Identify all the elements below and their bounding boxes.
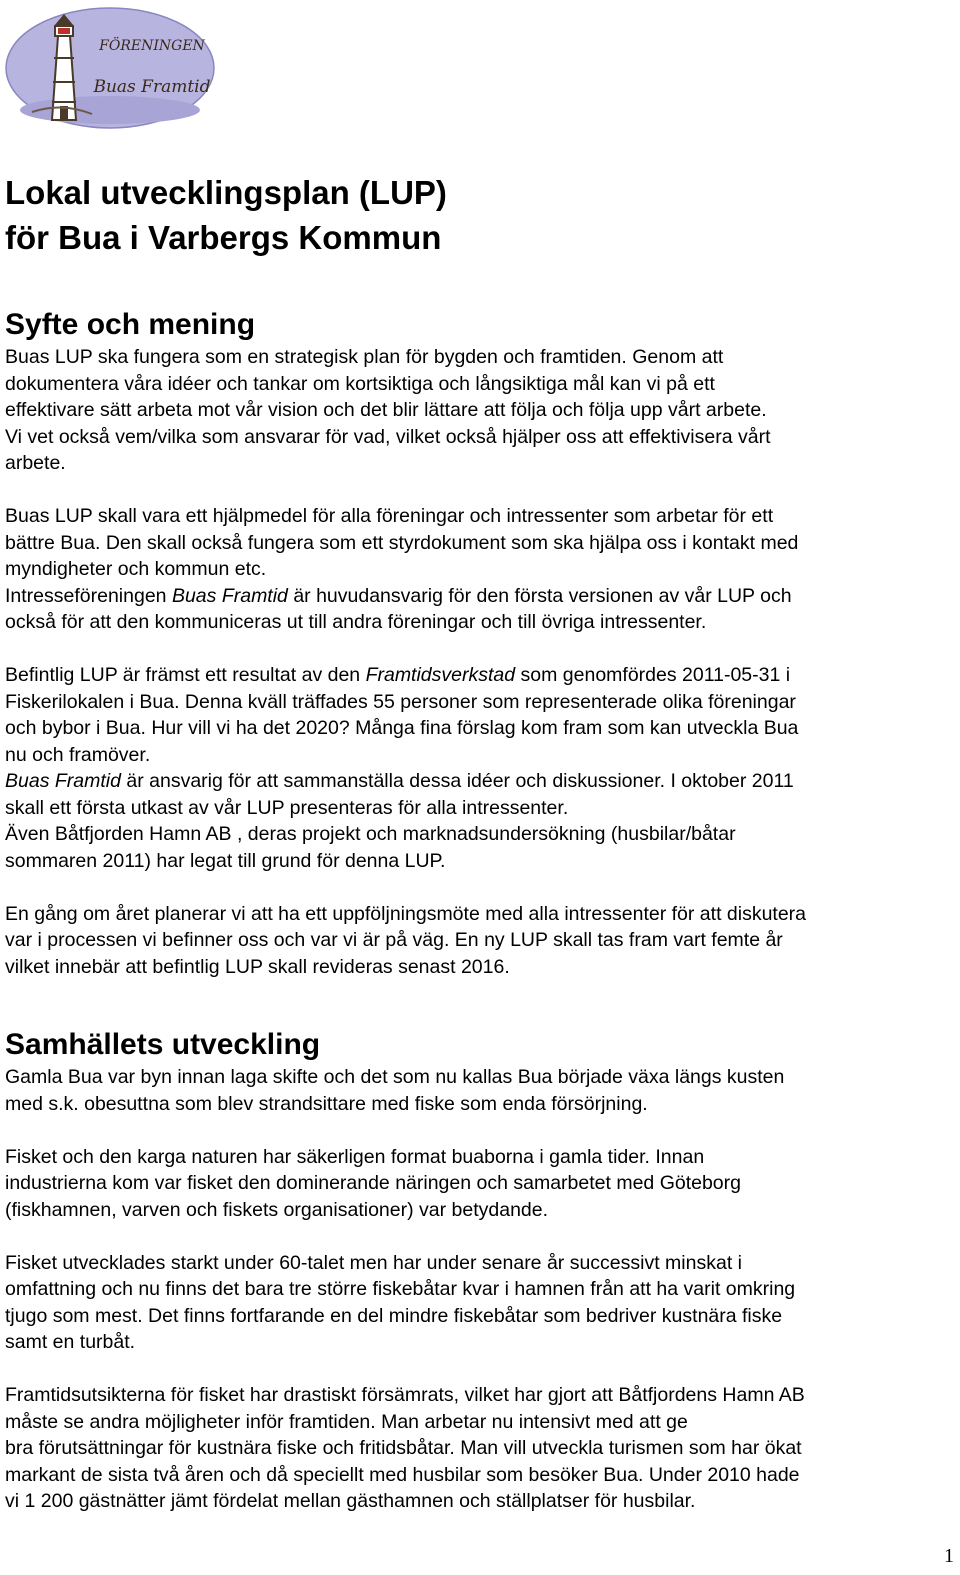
paragraph: Buas LUP ska fungera som en strategisk plan för bygden och framtiden. Genom att dokumentera våra idéer och tankar om kortsiktiga och långsiktiga mål kan vi på ett effektivare sätt arbeta mot vår vision och det blir lättare att följa och följa upp vårt arbete. Vi vet också vem/vilka som ansvarar för vad, vilket också hjälper oss att effektivisera vårt arbete. (5, 346, 771, 474)
logo-text-top: FÖRENINGEN (99, 38, 205, 54)
page-number: 1 (944, 1545, 954, 1567)
title-line-1: Lokal utvecklingsplan (LUP) (5, 174, 447, 211)
paragraph: Framtidsutsikterna för fisket har drastiskt försämrats, vilket har gjort att Båtfjordens Hamn AB måste se andra möjligheter inför framtiden. Man arbetar nu intensivt med att ge bra förutsättningar för kustnära fiske och fritidsbåtar. Man vill utveckla turismen som har ökat markant de sista två åren och då speciellt med husbilar som besöker Bua. Under 2010 hade vi 1 200 gästnätter jämt fördelat mellan gästhamnen och ställplatser för husbilar. (5, 1384, 805, 1512)
paragraph: Buas LUP skall vara ett hjälpmedel för alla föreningar och intressenter som arbetar för ett bättre Bua. Den skall också fungera som ett styrdokument som ska hjälpa oss i kontakt med myndigheter och kommun etc. Intresseföreningen Buas Framtid är huvudansvarig för den första versionen av vår LUP och också för att den kommuniceras ut till andra föreningar och till övriga intressenter. (5, 505, 799, 633)
foreningen-buas-framtid-logo (2, 2, 218, 132)
paragraph: Befintlig LUP är främst ett resultat av den Framtidsverkstad som genomfördes 2011-05-31 i Fiskerilokalen i Bua. Denna kväll träffades 55 personer som representerade olika föreningar och bybor i Bua. Hur vill vi ha det 2020? Många fina förslag kom fram som kan utveckla Bua nu och framöver. Buas Framtid är ansvarig för att sammanställa dessa idéer och diskussioner. I oktober 2011 skall ett första utkast av vår LUP presenteras för alla intressenter. Även Båtfjorden Hamn AB , deras projekt och marknadsundersökning (husbilar/båtar sommaren 2011) har legat till grund för denna LUP. (5, 664, 799, 872)
title-line-2: för Bua i Varbergs Kommun (5, 219, 442, 256)
paragraph: Fisket och den karga naturen har säkerligen format buaborna i gamla tider. Innan industrierna kom var fisket den dominerande näringen och samarbetet med Göteborg (fiskhamnen, varven och fiskets organisationer) var betydande. (5, 1145, 741, 1221)
paragraph: Gamla Bua var byn innan laga skifte och det som nu kallas Bua började växa längs kusten med s.k. obesuttna som blev strandsittare med fiske som enda försörjning. (5, 1066, 785, 1115)
paragraph: Fisket utvecklades starkt under 60-talet men har under senare år successivt minskat i omfattning och nu finns det bara tre större fiskebåtar kvar i hamnen från att ha varit omkring tjugo som mest. Det finns fortfarande en del mindre fiskebåtar som bedriver kustnära fiske samt en turbåt. (5, 1251, 796, 1353)
logo-text-bottom: Buas Framtid (93, 77, 211, 97)
document-title (5, 170, 955, 260)
heading-samhallets-utveckling: Samhällets utveckling (5, 1028, 321, 1061)
heading-syfte-och-mening: Syfte och mening (5, 308, 256, 341)
document-body (5, 170, 955, 1515)
paragraph: En gång om året planerar vi att ha ett uppföljningsmöte med alla intressenter för att diskutera var i processen vi befinner oss och var vi är på väg. En ny LUP skall tas fram vart femte år vilket innebär att befintlig LUP skall revideras senast 2016. (5, 902, 807, 978)
